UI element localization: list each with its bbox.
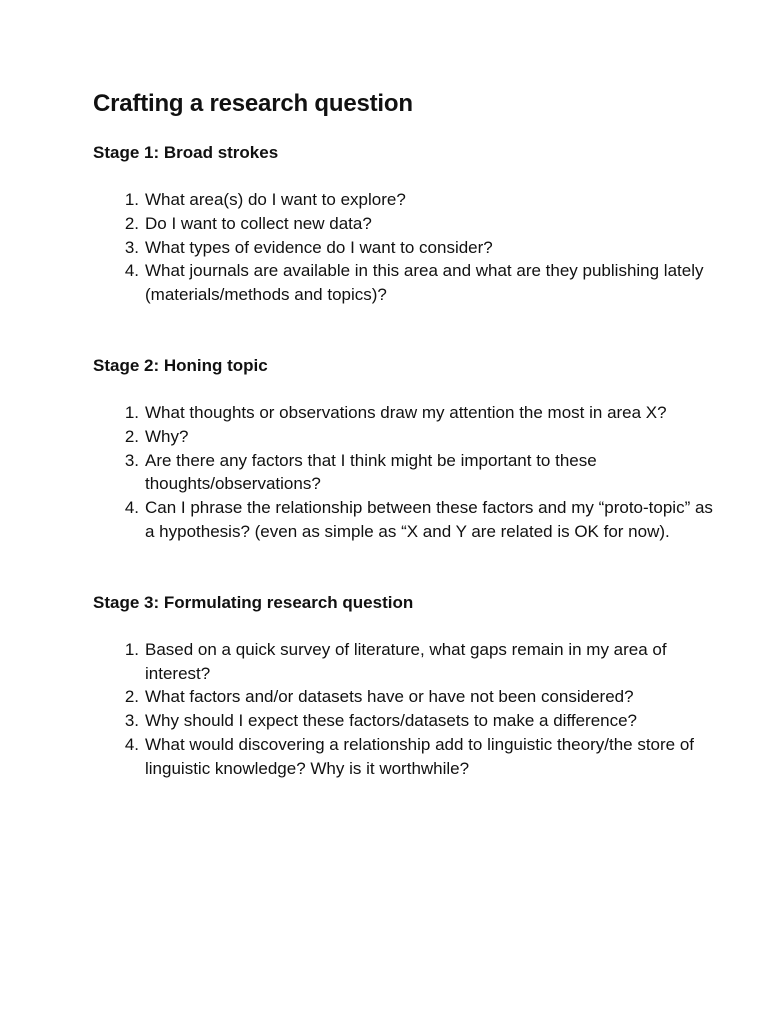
list-item-number: 3. — [124, 237, 139, 257]
list-item-number: 2. — [124, 687, 139, 707]
list-item-number: 2. — [124, 213, 139, 233]
stage-2-heading: Stage 2: Honing topic — [93, 355, 268, 375]
list-item-number: 1. — [124, 402, 139, 422]
list-item-text: What journals are available in this area and what are they publishing lately (materials/methods and topics)? — [145, 261, 704, 305]
stage-3-section — [93, 591, 713, 781]
list-item-number: 3. — [124, 450, 139, 470]
list-item — [93, 733, 713, 781]
stage-3-heading: Stage 3: Formulating research question — [93, 592, 414, 612]
list-item — [93, 449, 713, 497]
list-item-text: What types of evidence do I want to consider? — [145, 237, 493, 257]
stage-1-section — [93, 141, 713, 307]
list-item-text: What factors and/or datasets have or have not been considered? — [145, 687, 634, 707]
list-item-text: Why? — [145, 426, 189, 446]
list-item-text: What thoughts or observations draw my attention the most in area X? — [145, 402, 667, 422]
list-item-number: 4. — [124, 734, 139, 754]
list-item — [93, 425, 713, 449]
stage-1-list — [93, 188, 713, 307]
list-item — [93, 638, 713, 686]
list-item-number: 4. — [124, 498, 139, 518]
stage-2-section — [93, 354, 713, 544]
list-item-text: Why should I expect these factors/datasets to make a difference? — [145, 711, 638, 731]
list-item — [93, 401, 713, 425]
list-item — [93, 709, 713, 733]
list-item-number: 3. — [124, 711, 139, 731]
stage-2-list — [93, 401, 713, 544]
list-item-text: Can I phrase the relationship between these factors and my “proto-topic” as a hypothesis? (even as simple as “X and Y are related is OK for now). — [145, 498, 713, 541]
document-title: Crafting a research question — [93, 90, 413, 117]
list-item — [93, 259, 713, 307]
stage-3-list — [93, 638, 713, 781]
list-item-number: 2. — [124, 426, 139, 446]
list-item-number: 1. — [124, 639, 139, 659]
list-item-text: Are there any factors that I think might be important to these thoughts/observations? — [145, 450, 597, 494]
list-item-text: What area(s) do I want to explore? — [145, 190, 406, 209]
list-item-number: 1. — [124, 190, 139, 209]
document-page — [93, 88, 713, 781]
list-item-text: Based on a quick survey of literature, what gaps remain in my area of interest? — [145, 639, 667, 683]
stage-1-heading: Stage 1: Broad strokes — [93, 143, 279, 162]
list-item — [93, 236, 713, 260]
list-item-text: Do I want to collect new data? — [145, 213, 372, 233]
list-item-text: What would discovering a relationship add to linguistic theory/the store of linguistic knowledge? Why is it worthwhile? — [145, 734, 695, 778]
list-item — [93, 685, 713, 709]
list-item — [93, 188, 713, 212]
list-item — [93, 212, 713, 236]
list-item-number: 4. — [124, 261, 139, 281]
list-item — [93, 496, 713, 544]
